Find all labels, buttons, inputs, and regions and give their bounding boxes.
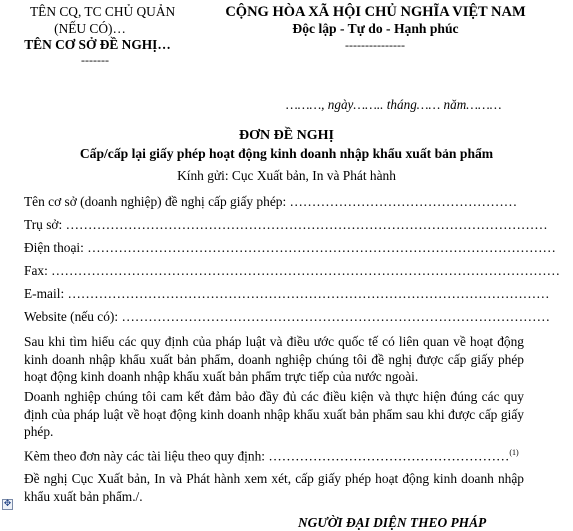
signature-title: NGƯỜI ĐẠI DIỆN THEO PHÁP xyxy=(298,515,487,530)
paragraph-intro: Sau khi tìm hiểu các quy định của pháp luật và điều ước quốc tế có liên quan về hoạt động kinh doanh nhập khẩu xuất bản phẩm, doanh nghiệp chúng tôi đề nghị được cấp giấy phép hoạt động kinh doanh nhập khẩu xuất bản phẩm trực tiếp của nước ngoài. xyxy=(24,334,524,384)
agency-name: TÊN CQ, TC CHỦ QUẢN xyxy=(30,4,176,19)
document-title: ĐƠN ĐỀ NGHỊ xyxy=(239,128,334,143)
field-address: Trụ sở: ……………………………………………………………………………………………… xyxy=(24,217,548,232)
field-email: E-mail: ……………………………………………………………………………………………… xyxy=(24,286,550,301)
paragraph-commitment: Doanh nghiệp chúng tôi cam kết đảm bảo đầy đủ các điều kiện và thực hiện đúng các quy định của pháp luật về hoạt động kinh doanh nhập khẩu xuất bản phẩm sau khi được cấp giấy phép. xyxy=(24,389,524,439)
footnote-marker: (1) xyxy=(509,448,519,457)
left-divider: ------- xyxy=(81,53,109,67)
paragraph-request: Đề nghị Cục Xuất bản, In và Phát hành xem xét, cấp giấy phép hoạt động kinh doanh nhập khẩu xuất bản phẩm./. xyxy=(24,471,524,504)
recipient: Kính gửi: Cục Xuất bản, In và Phát hành xyxy=(177,168,396,183)
applicant-org-name: TÊN CƠ SỞ ĐỀ NGHỊ… xyxy=(24,37,171,52)
right-divider: --------------- xyxy=(345,38,405,52)
field-phone: Điện thoại: …………………………………………………………………………………………… xyxy=(24,240,556,255)
field-org-name: Tên cơ sở (doanh nghiệp) đề nghị cấp giấy phép: …………………………………………… xyxy=(24,194,518,209)
attachments-text: Kèm theo đơn này các tài liệu theo quy định: ……………………………………………… xyxy=(24,448,510,464)
agency-if-any: (NẾU CÓ)… xyxy=(54,21,126,36)
field-fax: Fax: …………………………………………………………………………………………………… xyxy=(24,263,560,278)
field-website: Website (nếu có): …………………………………………………………………………………… xyxy=(24,309,550,324)
document-subtitle: Cấp/cấp lại giấy phép hoạt động kinh doanh nhập khẩu xuất bản phẩm xyxy=(79,146,494,161)
paragraph-attachments xyxy=(24,448,519,464)
move-handle-icon[interactable]: ✥ xyxy=(3,499,12,509)
date-line: ………, ngày…….. tháng…… năm……… xyxy=(286,97,502,112)
national-motto: Độc lập - Tự do - Hạnh phúc xyxy=(292,21,459,36)
national-title: CỘNG HÒA XÃ HỘI CHỦ NGHĨA VIỆT NAM xyxy=(225,4,526,20)
